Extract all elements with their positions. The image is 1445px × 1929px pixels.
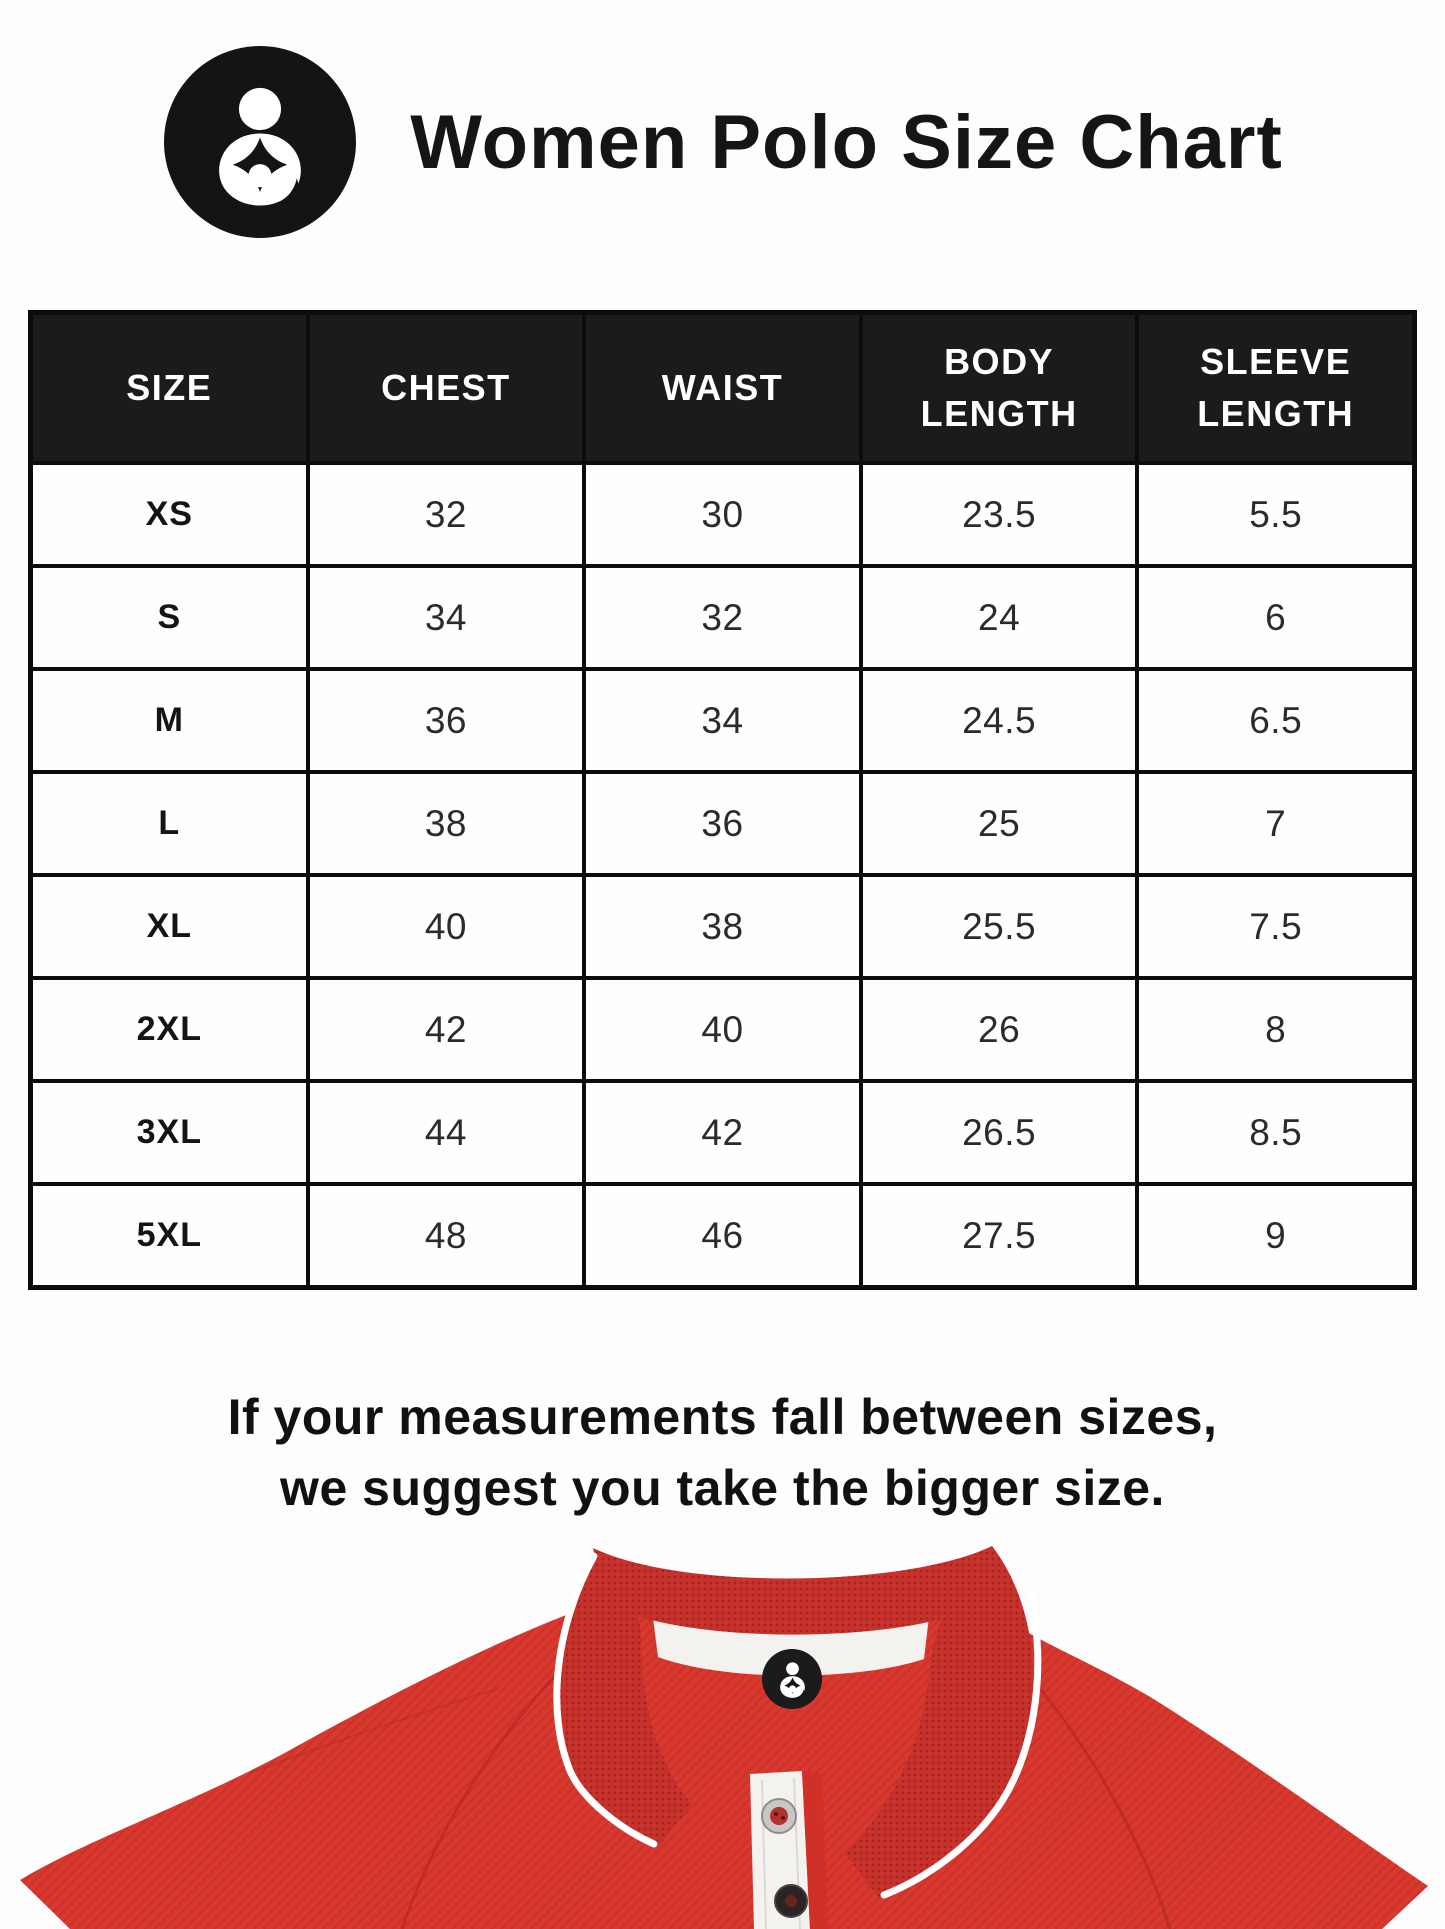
cell-chest: 44 <box>308 1081 585 1184</box>
cell-chest: 36 <box>308 669 585 772</box>
cell-body-length: 26.5 <box>861 1081 1138 1184</box>
column-header-size: SIZE <box>31 313 308 463</box>
cell-waist: 42 <box>584 1081 861 1184</box>
cell-sleeve-length: 7.5 <box>1137 875 1414 978</box>
cell-chest: 48 <box>308 1184 585 1287</box>
table-header-row <box>31 313 1414 463</box>
cell-sleeve-length: 7 <box>1137 772 1414 875</box>
cell-size: L <box>31 772 308 875</box>
cell-chest: 38 <box>308 772 585 875</box>
page-header <box>0 0 1445 240</box>
table-row-3xl <box>31 1081 1414 1184</box>
cell-waist: 40 <box>584 978 861 1081</box>
cell-sleeve-length: 9 <box>1137 1184 1414 1287</box>
cell-waist: 34 <box>584 669 861 772</box>
cell-body-length: 27.5 <box>861 1184 1138 1287</box>
table-row-5xl <box>31 1184 1414 1287</box>
cell-size: 3XL <box>31 1081 308 1184</box>
cell-size: XS <box>31 463 308 566</box>
cell-waist: 38 <box>584 875 861 978</box>
cell-waist: 30 <box>584 463 861 566</box>
cell-body-length: 25.5 <box>861 875 1138 978</box>
cell-sleeve-length: 8 <box>1137 978 1414 1081</box>
cell-sleeve-length: 6.5 <box>1137 669 1414 772</box>
table-row-m <box>31 669 1414 772</box>
table-row-2xl <box>31 978 1414 1081</box>
column-header-sleeve-length: SLEEVE LENGTH <box>1137 313 1414 463</box>
table-row-l <box>31 772 1414 875</box>
cell-chest: 32 <box>308 463 585 566</box>
column-header-waist: WAIST <box>584 313 861 463</box>
cell-body-length: 23.5 <box>861 463 1138 566</box>
cell-body-length: 24.5 <box>861 669 1138 772</box>
column-header-body-length: BODY LENGTH <box>861 313 1138 463</box>
cell-waist: 36 <box>584 772 861 875</box>
button-bottom <box>775 1885 807 1917</box>
cell-body-length: 24 <box>861 566 1138 669</box>
cell-size: S <box>31 566 308 669</box>
sizing-note-line1: If your measurements fall between sizes, <box>227 1389 1218 1445</box>
cell-chest: 40 <box>308 875 585 978</box>
cell-size: M <box>31 669 308 772</box>
cell-size: XL <box>31 875 308 978</box>
table-row-xl <box>31 875 1414 978</box>
table-row-s <box>31 566 1414 669</box>
size-chart-section <box>28 310 1417 1290</box>
cell-body-length: 26 <box>861 978 1138 1081</box>
product-photo-red-polo <box>0 1538 1445 1929</box>
cell-size: 5XL <box>31 1184 308 1287</box>
cell-waist: 32 <box>584 566 861 669</box>
column-header-chest: CHEST <box>308 313 585 463</box>
polo-shirt-illustration <box>0 1538 1445 1929</box>
cell-size: 2XL <box>31 978 308 1081</box>
sizing-note <box>0 1382 1445 1524</box>
cell-chest: 42 <box>308 978 585 1081</box>
size-chart-table <box>28 310 1417 1290</box>
table-row-xs <box>31 463 1414 566</box>
cell-sleeve-length: 6 <box>1137 566 1414 669</box>
cell-chest: 34 <box>308 566 585 669</box>
cell-sleeve-length: 5.5 <box>1137 463 1414 566</box>
page-title: Women Polo Size Chart <box>410 99 1283 185</box>
cell-sleeve-length: 8.5 <box>1137 1081 1414 1184</box>
cell-body-length: 25 <box>861 772 1138 875</box>
sizing-note-line2: we suggest you take the bigger size. <box>280 1460 1165 1516</box>
button-top <box>762 1799 796 1833</box>
cell-waist: 46 <box>584 1184 861 1287</box>
brand-logo-icon <box>162 44 358 240</box>
